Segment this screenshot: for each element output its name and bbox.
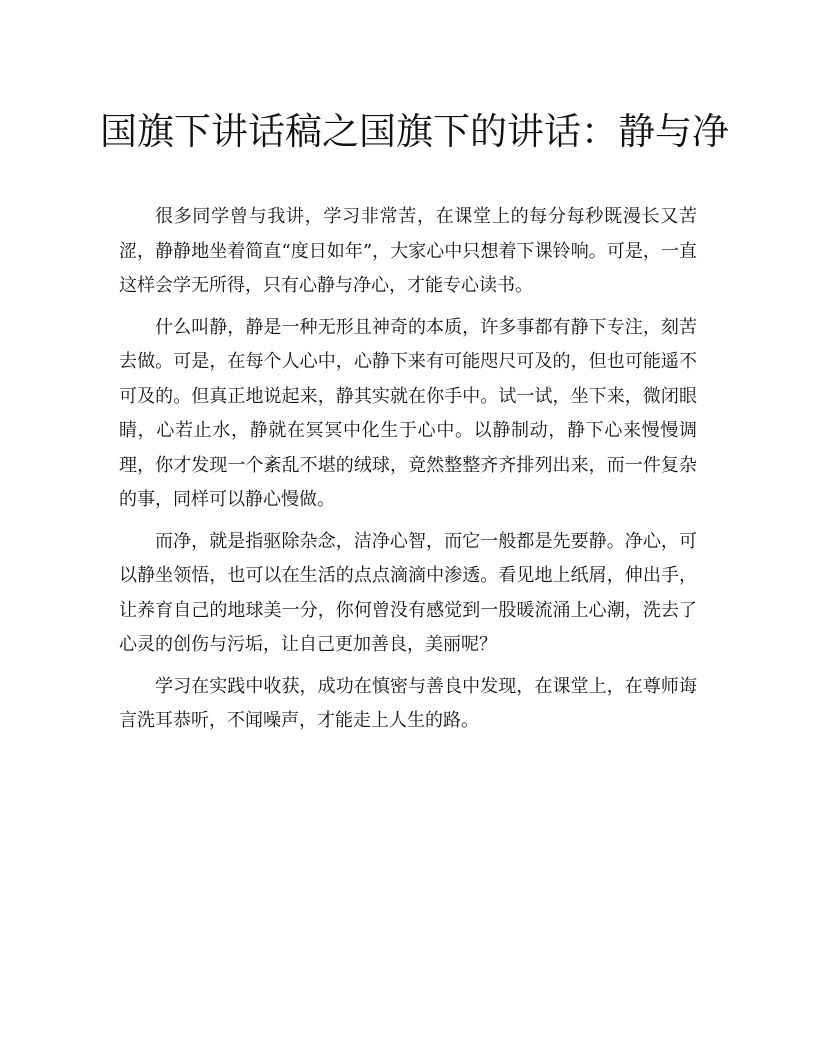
document-title: 国旗下讲话稿之国旗下的讲话：静与净 — [100, 110, 729, 153]
paragraph-4: 学习在实践中收获，成功在慎密与善良中发现，在课堂上，在尊师诲言洗耳恭听，不闻噪声，才能走上人生的路。 — [119, 675, 697, 731]
paragraph-1: 很多同学曾与我讲，学习非常苦，在课堂上的每分每秒既漫长又苦涩，静静地坐着简直“度日如年”，大家心中只想着下课铃响。可是，一直这样会学无所得，只有心静与净心，才能专心读书。 — [119, 206, 697, 296]
paragraph-2: 什么叫静，静是一种无形且神奇的本质，许多事都有静下专注，刻苦去做。可是，在每个人心中，心静下来有可能咫尺可及的，但也可能遥不可及的。但真正地说起来，静其实就在你手中。试一试，坐下来，微闭眼睛，心若止水，静就在冥冥中化生于心中。以静制动，静下心来慢慢调理，你才发现一个紊乱不堪的绒球，竟然整整齐齐排列出来，而一件复杂的事，同样可以静心慢做。 — [119, 316, 697, 510]
paragraph-3: 而净，就是指驱除杂念，洁净心智，而它一般都是先要静。净心，可以静坐领悟，也可以在生活的点点滴滴中渗透。看见地上纸屑，伸出手，让养育自己的地球美一分，你何曾没有感觉到一股暖流涌上心潮，洗去了心灵的创伤与污垢，让自己更加善良，美丽呢？ — [119, 530, 697, 655]
document-body — [119, 200, 697, 746]
